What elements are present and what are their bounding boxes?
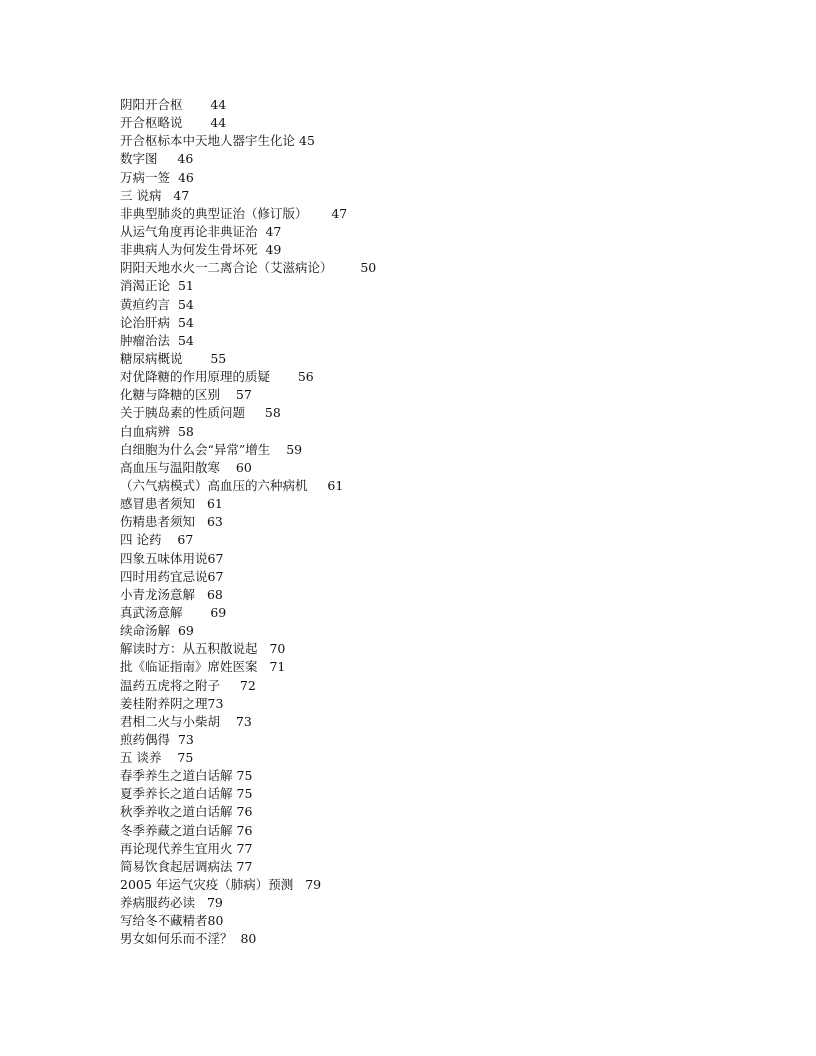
toc-entry-page-number: 73	[177, 731, 194, 747]
toc-entry-spacer	[308, 477, 328, 495]
toc-entry-title: 从运气角度再论非典证治	[120, 223, 258, 239]
toc-entry-page-number: 56	[297, 369, 314, 385]
toc-entry	[120, 695, 376, 713]
toc-entry	[120, 169, 376, 187]
toc-entry-spacer	[183, 96, 211, 114]
toc-entry-title: 写给冬不藏精者	[120, 913, 208, 929]
toc-entry-title: 夏季养长之道白话解	[120, 786, 233, 802]
toc-entry-spacer	[245, 404, 265, 422]
table-of-contents	[120, 96, 376, 949]
toc-entry	[120, 495, 376, 513]
toc-entry-spacer	[220, 677, 240, 695]
toc-entry	[120, 368, 376, 386]
toc-entry-spacer	[161, 749, 177, 767]
toc-entry-spacer	[233, 930, 241, 948]
toc-entry	[120, 332, 376, 350]
toc-entry	[120, 713, 376, 731]
toc-entry	[120, 459, 376, 477]
toc-entry	[120, 640, 376, 658]
toc-entry	[120, 386, 376, 404]
toc-entry-title: 批《临证指南》席姓医案	[120, 659, 258, 675]
toc-entry	[120, 477, 376, 495]
toc-entry	[120, 658, 376, 676]
toc-entry-page-number: 80	[207, 913, 224, 929]
toc-entry	[120, 586, 376, 604]
toc-entry	[120, 187, 376, 205]
toc-entry	[120, 930, 376, 948]
toc-entry-page-number: 69	[210, 604, 227, 620]
toc-entry-title: 四 论药	[120, 532, 162, 548]
toc-entry-title: 小青龙汤意解	[120, 586, 196, 602]
toc-entry-page-number: 76	[236, 804, 253, 820]
toc-entry-page-number: 69	[177, 623, 194, 639]
toc-entry-title: 非典病人为何发生骨坏死	[120, 242, 258, 258]
toc-entry-title: 伤精患者须知	[120, 514, 196, 530]
toc-entry-page-number: 47	[265, 223, 282, 239]
toc-entry-page-number: 72	[239, 677, 256, 693]
toc-entry-page-number: 63	[206, 514, 223, 530]
toc-entry	[120, 223, 376, 241]
toc-entry-page-number: 76	[236, 822, 253, 838]
toc-entry	[120, 677, 376, 695]
toc-entry-title: 续命汤解	[120, 623, 171, 639]
toc-entry-title: 对优降糖的作用原理的质疑	[120, 369, 271, 385]
toc-entry-page-number: 67	[207, 568, 224, 584]
toc-entry	[120, 350, 376, 368]
toc-entry-spacer	[170, 332, 178, 350]
toc-entry-title: （六气病模式）高血压的六种病机	[120, 477, 308, 493]
toc-entry-title: 糖尿病概说	[120, 350, 183, 366]
toc-entry-title: 养病服药必读	[120, 895, 196, 911]
toc-entry-title: 再论现代养生宜用火	[120, 840, 233, 856]
toc-entry-page-number: 75	[177, 750, 194, 766]
toc-entry-title: 春季养生之道白话解	[120, 768, 233, 784]
toc-entry	[120, 132, 376, 150]
toc-entry-page-number: 57	[235, 387, 252, 403]
toc-entry-spacer	[170, 169, 178, 187]
toc-entry-page-number: 49	[265, 242, 282, 258]
toc-entry-title: 论治肝病	[120, 314, 171, 330]
toc-entry-spacer	[220, 713, 236, 731]
toc-entry-page-number: 55	[210, 350, 227, 366]
toc-entry-title: 开合枢标本中天地人器宇生化论	[120, 133, 296, 149]
toc-entry-page-number: 67	[177, 532, 194, 548]
toc-entry-title: 五 谈养	[120, 750, 162, 766]
toc-entry	[120, 277, 376, 295]
toc-entry	[120, 912, 376, 930]
toc-entry-spacer	[183, 114, 211, 132]
toc-entry-page-number: 46	[177, 151, 194, 167]
toc-entry-title: 阴阳天地水火一二离合论（艾滋病论）	[120, 260, 333, 276]
toc-entry-spacer	[220, 459, 236, 477]
toc-entry-title: 关于胰岛素的性质问题	[120, 405, 246, 421]
toc-entry	[120, 840, 376, 858]
toc-entry-page-number: 77	[236, 840, 253, 856]
toc-entry-page-number: 79	[305, 877, 322, 893]
toc-entry	[120, 568, 376, 586]
toc-entry-page-number: 47	[173, 187, 190, 203]
toc-entry-title: 三 说病	[120, 187, 162, 203]
toc-entry	[120, 749, 376, 767]
toc-entry-page-number: 71	[269, 659, 286, 675]
toc-entry	[120, 822, 376, 840]
toc-entry-page-number: 67	[207, 550, 224, 566]
toc-entry-spacer	[258, 241, 266, 259]
toc-entry-title: 数字图	[120, 151, 158, 167]
toc-entry-spacer	[270, 368, 298, 386]
toc-entry	[120, 550, 376, 568]
toc-entry-page-number: 50	[360, 260, 377, 276]
toc-entry-page-number: 58	[264, 405, 281, 421]
toc-entry-page-number: 51	[177, 278, 194, 294]
toc-entry-page-number: 60	[235, 459, 252, 475]
toc-entry-page-number: 70	[269, 641, 286, 657]
toc-entry-spacer	[161, 187, 173, 205]
toc-entry	[120, 96, 376, 114]
toc-entry	[120, 205, 376, 223]
toc-entry-spacer	[170, 423, 178, 441]
toc-entry-title: 阴阳开合枢	[120, 97, 183, 112]
toc-entry-page-number: 45	[299, 133, 315, 149]
toc-entry-title: 四象五味体用说	[120, 550, 208, 566]
toc-entry	[120, 767, 376, 785]
toc-entry-title: 消渴正论	[120, 278, 171, 294]
toc-entry-title: 温药五虎将之附子	[120, 677, 221, 693]
toc-entry-title: 白血病辨	[120, 423, 171, 439]
toc-entry-title: 煎药偶得	[120, 731, 171, 747]
toc-entry	[120, 858, 376, 876]
toc-entry-page-number: 54	[177, 314, 194, 330]
toc-entry-page-number: 59	[286, 441, 303, 457]
toc-entry	[120, 150, 376, 168]
toc-entry-title: 君相二火与小柴胡	[120, 713, 221, 729]
toc-entry-spacer	[183, 604, 211, 622]
toc-entry-page-number: 75	[236, 786, 253, 802]
toc-entry-page-number: 68	[206, 586, 223, 602]
toc-entry	[120, 785, 376, 803]
toc-entry	[120, 404, 376, 422]
toc-entry-spacer	[270, 441, 286, 459]
toc-entry-title: 秋季养收之道白话解	[120, 804, 233, 820]
toc-entry	[120, 731, 376, 749]
toc-entry-title: 四时用药宜忌说	[120, 568, 208, 584]
toc-entry-page-number: 79	[206, 895, 223, 911]
toc-entry-title: 肿瘤治法	[120, 332, 171, 348]
toc-entry-spacer	[195, 586, 207, 604]
toc-entry-page-number: 61	[327, 477, 344, 493]
toc-entry-page-number: 47	[331, 205, 348, 221]
toc-entry	[120, 531, 376, 549]
toc-entry-spacer	[161, 531, 177, 549]
toc-entry-title: 开合枢略说	[120, 115, 183, 131]
toc-entry-spacer	[170, 277, 178, 295]
toc-entry-spacer	[220, 386, 236, 404]
toc-entry	[120, 114, 376, 132]
toc-entry-title: 万病一签	[120, 169, 171, 185]
toc-entry-spacer	[183, 350, 211, 368]
toc-entry	[120, 604, 376, 622]
toc-entry-spacer	[170, 296, 178, 314]
toc-entry-title: 高血压与温阳散寒	[120, 459, 221, 475]
toc-entry-title: 真武汤意解	[120, 604, 183, 620]
toc-entry	[120, 314, 376, 332]
toc-entry-page-number: 46	[177, 169, 194, 185]
toc-entry-page-number: 54	[177, 296, 194, 312]
toc-entry	[120, 423, 376, 441]
toc-entry	[120, 622, 376, 640]
toc-entry-title: 冬季养藏之道白话解	[120, 822, 233, 838]
toc-entry	[120, 241, 376, 259]
toc-entry-title: 非典型肺炎的典型证治（修订版）	[120, 205, 308, 221]
toc-entry	[120, 513, 376, 531]
toc-entry-page-number: 73	[207, 695, 224, 711]
toc-entry-page-number: 44	[210, 97, 227, 112]
toc-entry-title: 感冒患者须知	[120, 496, 196, 512]
toc-entry-title: 黄疸约言	[120, 296, 171, 312]
toc-entry-page-number: 54	[177, 332, 194, 348]
toc-entry	[120, 894, 376, 912]
toc-entry-page-number: 44	[210, 115, 227, 131]
toc-entry	[120, 259, 376, 277]
toc-entry-spacer	[333, 259, 361, 277]
toc-entry	[120, 441, 376, 459]
toc-entry-spacer	[195, 894, 207, 912]
toc-entry-spacer	[170, 622, 178, 640]
toc-entry-title: 解读时方：从五积散说起	[120, 641, 258, 657]
toc-entry-page-number: 61	[206, 496, 223, 512]
toc-entry-spacer	[170, 314, 178, 332]
toc-entry-spacer	[308, 205, 332, 223]
toc-entry-page-number: 58	[177, 423, 194, 439]
toc-entry-title: 简易饮食起居调病法	[120, 858, 233, 874]
toc-entry-title: 姜桂附养阴之理	[120, 695, 208, 711]
toc-entry-title: 白细胞为什么会“异常”增生	[120, 441, 271, 457]
toc-entry-page-number: 77	[236, 858, 253, 874]
toc-entry-spacer	[170, 731, 178, 749]
toc-entry-spacer	[258, 223, 266, 241]
toc-entry	[120, 296, 376, 314]
toc-entry-page-number: 75	[236, 768, 253, 784]
toc-entry-spacer	[293, 876, 305, 894]
toc-entry-page-number: 80	[240, 931, 257, 947]
toc-entry-spacer	[195, 513, 207, 531]
toc-entry-page-number: 73	[235, 713, 252, 729]
toc-entry-spacer	[258, 658, 270, 676]
toc-entry-title: 男女如何乐而不淫？	[120, 931, 233, 947]
toc-entry-spacer	[158, 150, 178, 168]
toc-entry-title: 2005 年运气灾疫（肺病）预测	[120, 877, 294, 893]
toc-entry	[120, 803, 376, 821]
toc-entry-spacer	[195, 495, 207, 513]
toc-entry	[120, 876, 376, 894]
toc-entry-title: 化糖与降糖的区别	[120, 387, 221, 403]
toc-entry-spacer	[258, 640, 270, 658]
